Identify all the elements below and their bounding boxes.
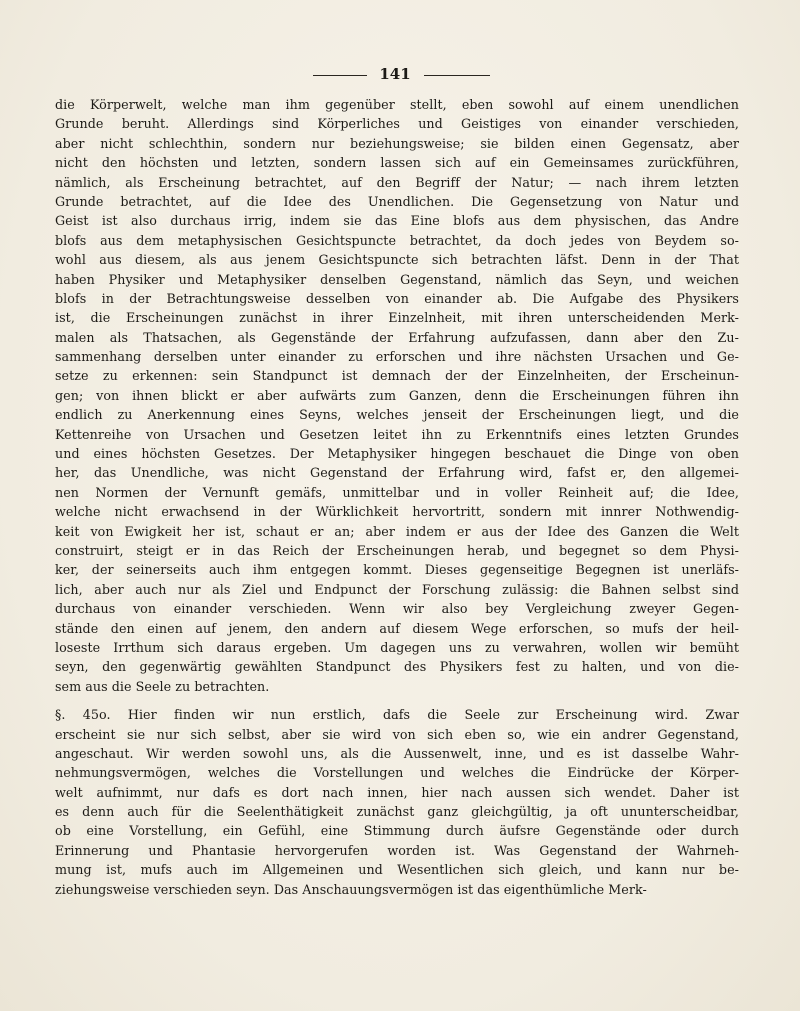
text-line: Geist ist also durchaus irrig, indem sie das Eine blofs aus dem physischen, das Andre <box>55 213 739 229</box>
text-line: Kettenreihe von Ursachen und Gesetzen leitet ihn zu Erkenntnifs eines letzten Grundes <box>55 426 739 442</box>
text-line: erscheint sie nur sich selbst, aber sie wird von sich eben so, wie ein andrer Gegenstand, <box>55 726 739 742</box>
text-line: es denn auch für die Seelenthätigkeit zunächst ganz gleichgültig, ja oft ununterscheidbar, <box>55 804 739 820</box>
paragraph-gap <box>55 696 739 705</box>
text-line: Grunde betrachtet, auf die Idee des Unendlichen. Die Gegensetzung von Natur und <box>55 193 739 209</box>
text-line: gen; von ihnen blickt er aber aufwärts zum Ganzen, denn die Erscheinungen führen ihn <box>55 387 739 403</box>
text-line: malen als Thatsachen, als Gegenstände der Erfahrung aufzufassen, dann aber den Zu- <box>55 329 739 345</box>
text-line: durchaus von einander verschieden. Wenn wir also bey Vergleichung zweyer Gegen- <box>55 601 739 617</box>
text-line: ist, die Erscheinungen zunächst in ihrer Einzelnheit, mit ihren unterscheidenden Merk- <box>55 310 739 326</box>
text-line: welt aufnimmt, nur dafs es dort nach innen, hier nach aussen sich wendet. Daher ist <box>55 784 739 800</box>
text-line: welche nicht erwachsend in der Würklichkeit hervortritt, sondern mit innrer Nothwendig- <box>55 504 739 520</box>
text-line: angeschaut. Wir werden sowohl uns, als die Aussenwelt, inne, und es ist dasselbe Wahr- <box>55 745 739 761</box>
text-line: construirt, steigt er in das Reich der Erscheinungen herab, und begegnet so dem Physi- <box>55 542 739 558</box>
text-line: aber nicht schlechthin, sondern nur beziehungsweise; sie bilden einen Gegensatz, aber <box>55 135 739 151</box>
text-line: setze zu erkennen: sein Standpunct ist demnach der der Einzelnheiten, der Erscheinun- <box>55 368 739 384</box>
page-number: 141 <box>379 65 411 83</box>
text-line: blofs aus dem metaphysischen Gesichtspuncte betrachtet, da doch jedes von Beydem so- <box>55 232 739 248</box>
header-rule-right <box>424 75 490 76</box>
text-line: nehmungsvermögen, welches die Vorstellungen und welches die Eindrücke der Körper- <box>55 765 739 781</box>
text-line: §. 45o. Hier finden wir nun erstlich, dafs die Seele zur Erscheinung wird. Zwar <box>55 707 739 723</box>
text-line: nicht den höchsten und letzten, sondern lassen sich auf ein Gemeinsames zurückführen, <box>55 155 739 171</box>
text-line: stände den einen auf jenem, den andern auf diesem Wege erforschen, so mufs der heil- <box>55 620 739 636</box>
text-line: nen Normen der Vernunft gemäfs, unmittelbar und in voller Reinheit auf; die Idee, <box>55 484 739 500</box>
text-line: Grunde beruht. Allerdings sind Körperliches und Geistiges von einander verschieden, <box>55 116 739 132</box>
paragraph <box>55 95 739 696</box>
text-line: haben Physiker und Metaphysiker denselben Gegenstand, nämlich das Seyn, und weichen <box>55 271 739 287</box>
text-line: ob eine Vorstellung, ein Gefühl, eine Stimmung durch äufsre Gegenstände oder durch <box>55 823 739 839</box>
text-line: her, das Unendliche, was nicht Gegenstand der Erfahrung wird, fafst er, den allgemei- <box>55 465 739 481</box>
header-rule-left <box>313 75 367 76</box>
page-header <box>0 62 800 86</box>
text-line: die Körperwelt, welche man ihm gegenüber stellt, eben sowohl auf einem unendlichen <box>55 97 739 112</box>
paragraph <box>55 705 739 899</box>
text-line: nämlich, als Erscheinung betrachtet, auf den Begriff der Natur; — nach ihrem letzten <box>55 174 739 190</box>
text-line: seyn, den gegenwärtig gewählten Standpunct des Physikers fest zu halten, und von die- <box>55 659 739 675</box>
text-line: sammenhang derselben unter einander zu erforschen und ihre nächsten Ursachen und Ge- <box>55 349 739 365</box>
text-line: mung ist, mufs auch im Allgemeinen und Wesentlichen sich gleich, und kann nur be- <box>55 862 739 878</box>
text-line: Erinnerung und Phantasie hervorgerufen worden ist. Was Gegenstand der Wahrneh- <box>55 842 739 858</box>
text-line: endlich zu Anerkennung eines Seyns, welches jenseit der Erscheinungen liegt, und die <box>55 407 739 423</box>
text-line: wohl aus diesem, als aus jenem Gesichtspuncte sich betrachten läfst. Denn in der That <box>55 252 739 268</box>
text-line: ziehungsweise verschieden seyn. Das Anschauungsvermögen ist das eigenthümliche Merk- <box>55 881 647 897</box>
body-text <box>55 95 739 899</box>
text-line: lich, aber auch nur als Ziel und Endpunct der Forschung zulässig: die Bahnen selbst sind <box>55 581 739 597</box>
text-line: keit von Ewigkeit her ist, schaut er an; aber indem er aus der Idee des Ganzen die Welt <box>55 523 739 539</box>
text-line: und eines höchsten Gesetzes. Der Metaphysiker hingegen beschauet die Dinge von oben <box>55 446 739 462</box>
text-line: ker, der seinerseits auch ihm entgegen kommt. Dieses gegenseitige Begegnen ist unerläfs- <box>55 562 739 578</box>
text-line: sem aus die Seele zu betrachten. <box>55 678 270 694</box>
text-line: blofs in der Betrachtungsweise desselben von einander ab. Die Aufgabe des Physikers <box>55 290 739 306</box>
text-line: loseste Irrthum sich daraus ergeben. Um dagegen uns zu verwahren, wollen wir bemüht <box>55 639 739 655</box>
